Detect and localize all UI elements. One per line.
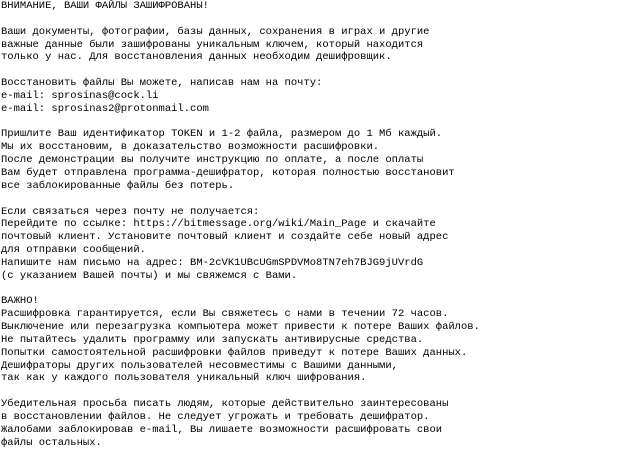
important-line: Не пытайтесь удалить программу или запускать антивирусные средства.: [1, 333, 424, 346]
instruction-line: Пришлите Ваш идентификатор TOKEN и 1-2 файла, размером до 1 Мб каждый.: [1, 128, 443, 141]
bitmessage-line: Если связаться через почту не получается:: [1, 205, 260, 218]
request-line: Жалобами заблокировав e-mail, Вы лишаете возможности расшифровать свои: [1, 423, 443, 436]
important-line: Расшифровка гарантируется, если Вы свяжетесь с нами в течении 72 часов.: [1, 308, 449, 321]
important-line: Выключение или перезагрузка компьютера может привести к потере Ваших файлов.: [1, 321, 480, 334]
bitmessage-line: Перейдите по ссылке: https://bitmessage.org/wiki/Main_Page и скачайте: [1, 218, 436, 231]
instruction-line: Мы их восстановим, в доказательство возможности расшифровки.: [1, 141, 380, 154]
blank-line: [1, 385, 637, 398]
contact-heading: Восстановить файлы Вы можете, написав нам на почту:: [1, 77, 323, 90]
bitmessage-line: (с указанием Вашей почты) и мы свяжемся с Вами.: [1, 269, 298, 282]
email-line: e-mail: sprosinas2@protonmail.com: [1, 102, 209, 115]
request-line: в восстановлении файлов. Не следует угрожать и требовать дешифратор.: [1, 411, 430, 423]
bitmessage-line: почтовый клиент. Установите почтовый клиент и создайте себе новый адрес: [1, 231, 449, 244]
instruction-line: После демонстрации вы получите инструкцию по оплате, а после оплаты: [1, 154, 424, 167]
bitmessage-line: для отправки сообщений.: [1, 244, 146, 257]
bitmessage-line: Напишите нам письмо на адрес: BM-2cVK1UBcUGmSPDVMo8TN7eh7BJG9jUVrdG: [1, 256, 424, 269]
important-line: Дешифраторы других пользователей несовместимы с Вашими данными,: [1, 359, 398, 372]
request-line: файлы остальных.: [1, 436, 102, 449]
blank-line: [1, 64, 637, 77]
blank-line: [1, 116, 637, 129]
blank-line: [1, 283, 637, 296]
important-line: Попытки самостоятельной расшифровки файлов приведут к потере Ваших данных.: [1, 346, 468, 359]
blank-line: [1, 193, 637, 206]
request-line: Убедительная просьба писать людям, которые действительно заинтересованы: [1, 398, 449, 411]
important-line: так как у каждого пользователя уникальный ключ шифрования.: [1, 372, 367, 385]
blank-line: [1, 13, 637, 26]
intro-line: Ваши документы, фотографии, базы данных, сохранения в играх и другие: [1, 25, 430, 38]
intro-line: только у нас. Для восстановления данных необходим дешифровщик.: [1, 51, 392, 64]
instruction-line: Вам будет отправлена программа-дешифратор, которая полностью восстановит: [1, 166, 455, 179]
intro-line: важные данные были зашифрованы уникальным ключем, который находится: [1, 38, 424, 51]
note-title: ВНИМАНИЕ, ВАШИ ФАЙЛЫ ЗАШИФРОВАНЫ!: [1, 0, 209, 12]
important-heading: ВАЖНО!: [1, 295, 39, 308]
instruction-line: все заблокированные файлы без потерь.: [1, 179, 235, 192]
email-line: e-mail: sprosinas@cock.li: [1, 89, 159, 102]
